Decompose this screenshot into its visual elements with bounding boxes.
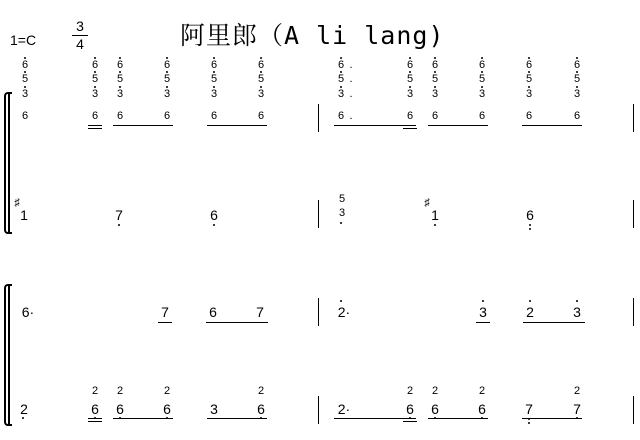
note: 6 xyxy=(478,401,486,417)
low-dot xyxy=(118,224,120,226)
underline xyxy=(88,421,102,422)
chord-note: 6 xyxy=(525,59,533,71)
high-dot xyxy=(481,71,483,73)
note: 2 xyxy=(163,385,171,397)
low-dot xyxy=(528,422,530,424)
underline xyxy=(88,125,102,126)
barline xyxy=(633,200,634,228)
underline xyxy=(522,125,582,126)
high-dot xyxy=(576,57,578,59)
chord-note: 3 xyxy=(210,88,218,100)
high-dot xyxy=(119,57,121,59)
underline xyxy=(403,421,417,422)
underline xyxy=(88,418,102,419)
underline xyxy=(207,125,267,126)
chord-note: 3 xyxy=(431,88,439,100)
note: 6 xyxy=(210,207,218,223)
sharp-sign: ♯ xyxy=(14,197,20,209)
high-dot xyxy=(576,300,578,302)
low-dot xyxy=(22,417,24,419)
chord-note: 3 xyxy=(478,88,486,100)
note: 6 xyxy=(116,401,124,417)
note: 3 xyxy=(479,304,487,320)
chord-note: 3 xyxy=(257,88,265,100)
note: 7 xyxy=(525,401,533,417)
chord-note: 5 xyxy=(91,73,99,85)
chord-note: 5 xyxy=(210,73,218,85)
chord-note: 5 xyxy=(431,73,439,85)
chord-note: 5 xyxy=(573,73,581,85)
high-dot xyxy=(528,71,530,73)
high-dot xyxy=(481,57,483,59)
high-dot xyxy=(94,57,96,59)
aug-dot: . xyxy=(349,59,353,71)
note: 2 xyxy=(20,401,28,417)
low-dot xyxy=(340,222,342,224)
chord-note: 5 xyxy=(337,73,345,85)
chord-note: 6 xyxy=(21,110,29,122)
high-dot xyxy=(24,57,26,59)
chord-note: 3 xyxy=(91,88,99,100)
chord-note: 6 xyxy=(116,59,124,71)
high-dot xyxy=(340,71,342,73)
chord-note: 6 xyxy=(91,110,99,122)
barline xyxy=(318,200,319,228)
high-dot xyxy=(24,86,26,88)
high-dot xyxy=(260,57,262,59)
system2-brace xyxy=(4,284,12,426)
chord-note: 3 xyxy=(21,88,29,100)
chord-note: 3 xyxy=(406,88,414,100)
chord-note: 5 xyxy=(116,73,124,85)
low-dot xyxy=(213,224,215,226)
low-dot xyxy=(529,224,531,226)
high-dot xyxy=(529,300,531,302)
note: 7 xyxy=(115,207,123,223)
chord-note: 5 xyxy=(257,73,265,85)
note: 2· xyxy=(337,304,351,320)
barline xyxy=(633,298,634,326)
chord-note: 6 xyxy=(337,59,345,71)
underline xyxy=(476,322,490,323)
high-dot xyxy=(481,86,483,88)
high-dot xyxy=(340,57,342,59)
high-dot xyxy=(166,57,168,59)
chord-note: 3 xyxy=(337,88,345,100)
high-dot xyxy=(213,71,215,73)
meter-numerator: 3 xyxy=(76,18,84,34)
aug-dot: . xyxy=(349,73,353,85)
high-dot xyxy=(260,71,262,73)
high-dot xyxy=(576,86,578,88)
chord-note: 6 xyxy=(573,59,581,71)
underline xyxy=(206,322,268,323)
barline xyxy=(633,104,634,132)
note: 2 xyxy=(116,385,124,397)
barline xyxy=(633,396,634,424)
chord-note: 6 xyxy=(210,59,218,71)
note: 6 xyxy=(406,401,414,417)
note: 2· xyxy=(337,401,351,417)
system1-brace xyxy=(4,92,12,234)
note: 7 xyxy=(256,304,264,320)
high-dot xyxy=(119,86,121,88)
high-dot xyxy=(119,71,121,73)
chord-note: 6 xyxy=(525,110,533,122)
high-dot xyxy=(94,86,96,88)
sharp-sign: ♯ xyxy=(424,197,430,209)
note: 3 xyxy=(573,304,581,320)
chord-note: 6 xyxy=(431,59,439,71)
chord-note: 6 xyxy=(163,59,171,71)
note: 2 xyxy=(406,385,414,397)
note: 5 xyxy=(338,193,346,205)
note: 6 xyxy=(431,401,439,417)
underline xyxy=(403,128,417,129)
note: 3 xyxy=(338,207,346,219)
high-dot xyxy=(409,71,411,73)
high-dot xyxy=(213,86,215,88)
note: 6· xyxy=(21,304,35,320)
high-dot xyxy=(340,300,342,302)
note: 2 xyxy=(91,385,99,397)
underline xyxy=(523,322,585,323)
key-signature: 1=C xyxy=(10,32,37,48)
note: 1 xyxy=(20,207,28,223)
high-dot xyxy=(340,86,342,88)
underline xyxy=(334,125,416,126)
chord-note: 6 xyxy=(116,110,124,122)
note: 1 xyxy=(431,207,439,223)
note: 2 xyxy=(257,385,265,397)
barline xyxy=(318,104,319,132)
low-dot xyxy=(529,228,531,230)
note: 7 xyxy=(573,401,581,417)
chord-note: 5 xyxy=(21,73,29,85)
high-dot xyxy=(576,71,578,73)
underline xyxy=(428,125,488,126)
chord-note: 6 xyxy=(210,110,218,122)
chord-note: 6 xyxy=(257,59,265,71)
note: 6 xyxy=(526,207,534,223)
high-dot xyxy=(94,71,96,73)
high-dot xyxy=(166,86,168,88)
chord-note: 6 xyxy=(91,59,99,71)
note: 3 xyxy=(210,401,218,417)
high-dot xyxy=(260,86,262,88)
meter-denominator: 4 xyxy=(72,35,88,53)
aug-dot: . xyxy=(349,110,353,122)
high-dot xyxy=(409,57,411,59)
chord-note: 6 xyxy=(478,59,486,71)
chord-note: 6 xyxy=(478,110,486,122)
high-dot xyxy=(409,86,411,88)
chord-note: 5 xyxy=(163,73,171,85)
note: 2 xyxy=(431,385,439,397)
high-dot xyxy=(482,300,484,302)
low-dot xyxy=(434,224,436,226)
chord-note: 5 xyxy=(478,73,486,85)
note: 6 xyxy=(209,304,217,320)
underline xyxy=(88,128,102,129)
note: 7 xyxy=(161,304,169,320)
chord-note: 6 xyxy=(337,110,345,122)
chord-note: 6 xyxy=(406,110,414,122)
chord-note: 3 xyxy=(525,88,533,100)
underline xyxy=(158,322,172,323)
time-signature xyxy=(72,18,88,53)
high-dot xyxy=(434,71,436,73)
chord-note: 5 xyxy=(406,73,414,85)
underline xyxy=(113,125,173,126)
chord-note: 6 xyxy=(163,110,171,122)
chord-note: 6 xyxy=(406,59,414,71)
note: 2 xyxy=(478,385,486,397)
note: 2 xyxy=(526,304,534,320)
high-dot xyxy=(528,57,530,59)
high-dot xyxy=(24,71,26,73)
high-dot xyxy=(434,57,436,59)
note: 6 xyxy=(163,401,171,417)
underline xyxy=(522,418,582,419)
barline xyxy=(318,298,319,326)
note: 6 xyxy=(257,401,265,417)
chord-note: 6 xyxy=(573,110,581,122)
high-dot xyxy=(528,86,530,88)
chord-note: 5 xyxy=(525,73,533,85)
high-dot xyxy=(166,71,168,73)
chord-note: 6 xyxy=(21,59,29,71)
high-dot xyxy=(434,86,436,88)
underline xyxy=(334,418,416,419)
chord-note: 3 xyxy=(116,88,124,100)
note: 2 xyxy=(573,385,581,397)
aug-dot: . xyxy=(349,88,353,100)
underline xyxy=(113,418,173,419)
underline xyxy=(428,418,488,419)
note: 6 xyxy=(91,401,99,417)
high-dot xyxy=(213,57,215,59)
song-title: 阿里郎（A li lang) xyxy=(180,21,445,50)
underline xyxy=(207,418,267,419)
chord-note: 3 xyxy=(573,88,581,100)
chord-note: 6 xyxy=(431,110,439,122)
chord-note: 3 xyxy=(163,88,171,100)
chord-note: 6 xyxy=(257,110,265,122)
barline xyxy=(318,396,319,424)
